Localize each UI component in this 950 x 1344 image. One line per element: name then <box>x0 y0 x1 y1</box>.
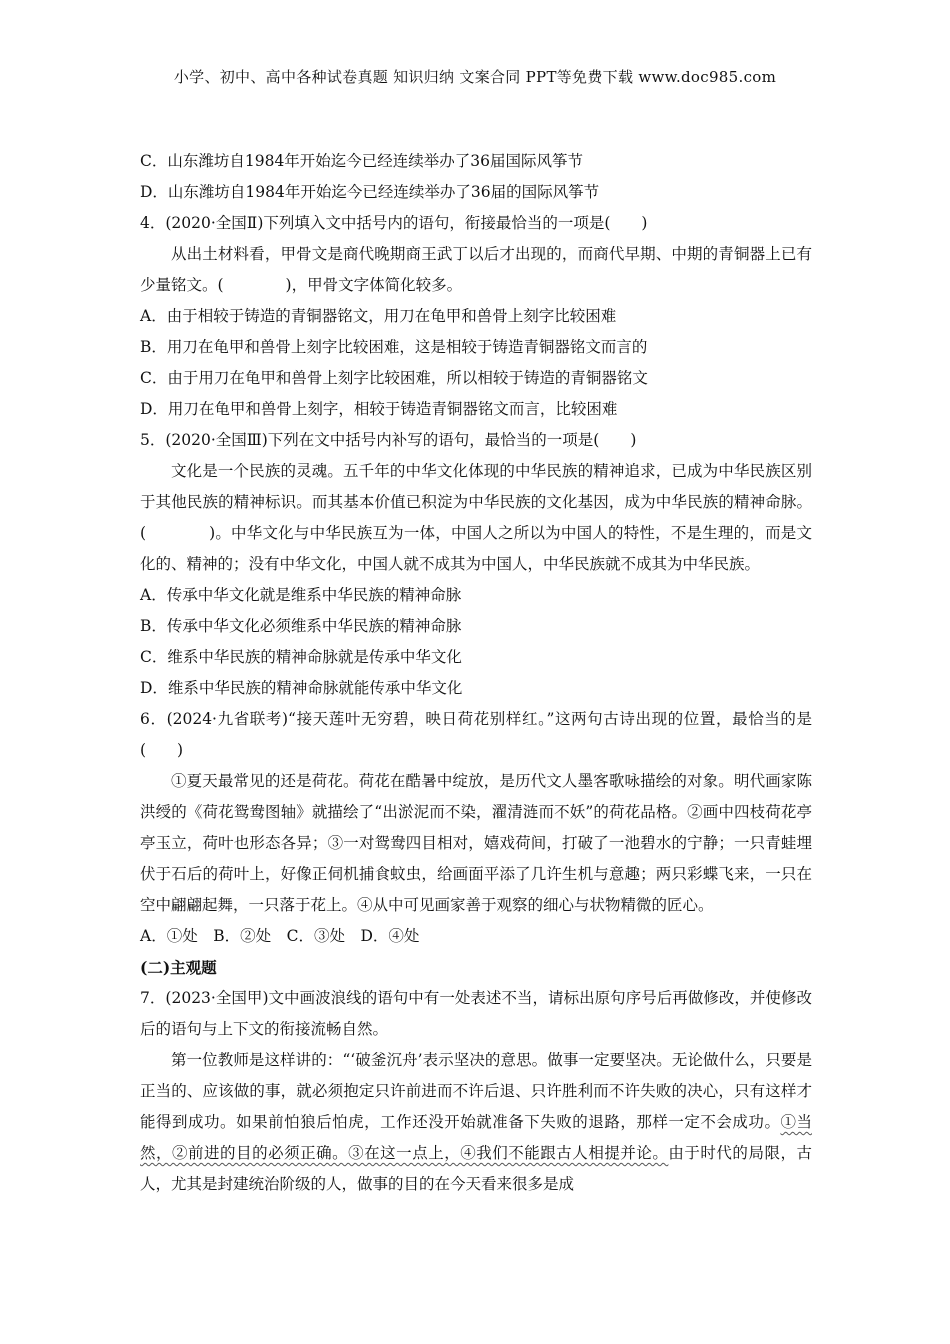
q3-option-d: D．山东潍坊自1984年开始迄今已经连续举办了36届的国际风筝节 <box>140 183 600 201</box>
section-subjective-title: (二)主观题 <box>140 958 217 977</box>
q3-option-c: C．山东潍坊自1984年开始迄今已经连续举办了36届国际风筝节 <box>140 152 584 170</box>
q7-passage <box>140 1045 812 1200</box>
q4-option-d: D．用刀在龟甲和兽骨上刻字，相较于铸造青铜器铭文而言，比较困难 <box>140 400 618 418</box>
page-header: 小学、初中、高中各种试卷真题 知识归纳 文案合同 PPT等免费下载 www.doc985.com <box>173 68 777 86</box>
q7-passage-before: 第一位教师是这样讲的：“‘破釜沉舟’表示坚决的意思。做事一定要坚决。无论做什么，只要是正当的、应该做的事，就必须抱定只许前进而不许后退、只许胜利而不许失败的决心，只有这样才能得到成功。如果前怕狼后怕虎，工作还没开始就准备下失败的退路，那样一定不会成功。 <box>140 1051 812 1131</box>
document-body <box>140 146 812 1200</box>
q4-option-c: C．由于用刀在龟甲和兽骨上刻字比较困难，所以相较于铸造的青铜器铭文 <box>140 369 648 387</box>
q6-options: A．①处 B．②处 C．③处 D．④处 <box>140 927 420 945</box>
q4-stem: 4．(2020·全国Ⅱ)下列填入文中括号内的语句，衔接最恰当的一项是( ) <box>140 214 648 232</box>
q5-option-b: B．传承中华文化必须维系中华民族的精神命脉 <box>140 617 462 635</box>
q7-stem: 7．(2023·全国甲)文中画波浪线的语句中有一处表述不当，请标出原句序号后再做修改，并使修改后的语句与上下文的衔接流畅自然。 <box>140 989 812 1038</box>
q6-passage: ①夏天最常见的还是荷花。荷花在酷暑中绽放，是历代文人墨客歌咏描绘的对象。明代画家陈洪绶的《荷花鸳鸯图轴》就描绘了“出淤泥而不染，濯清涟而不妖”的荷花品格。②画中四枝荷花亭亭玉立，荷叶也形态各异；③一对鸳鸯四目相对，嬉戏荷间，打破了一池碧水的宁静；一只青蛙埋伏于石后的荷叶上，好像正伺机捕食蚊虫，给画面平添了几许生机与意趣；两只彩蝶飞来，一只在空中翩翩起舞，一只落于花上。④从中可见画家善于观察的细心与状物精微的匠心。 <box>140 772 812 914</box>
q5-option-c: C．维系中华民族的精神命脉就是传承中华文化 <box>140 648 462 666</box>
q5-option-a: A．传承中华文化就是维系中华民族的精神命脉 <box>140 586 462 604</box>
q5-option-d: D．维系中华民族的精神命脉就能传承中华文化 <box>140 679 463 697</box>
q4-option-a: A．由于相较于铸造的青铜器铭文，用刀在龟甲和兽骨上刻字比较困难 <box>140 307 617 325</box>
q5-stem: 5．(2020·全国Ⅲ)下列在文中括号内补写的语句，最恰当的一项是( ) <box>140 431 637 449</box>
q7-passage-after: 由于时代的局限，古人，尤其是封建统治阶级的人，做事的目的在今天看来很多是成 <box>140 1144 812 1193</box>
q4-passage: 从出土材料看，甲骨文是商代晚期商王武丁以后才出现的，而商代早期、中期的青铜器上已有少量铭文。( )，甲骨文字体简化较多。 <box>140 245 812 294</box>
q6-stem: 6．(2024·九省联考)“接天莲叶无穷碧，映日荷花别样红。”这两句古诗出现的位置，最恰当的是( ) <box>140 710 812 759</box>
q5-passage: 文化是一个民族的灵魂。五千年的中华文化体现的中华民族的精神追求，已成为中华民族区别于其他民族的精神标识。而其基本价值已积淀为中华民族的文化基因，成为中华民族的精神命脉。( )。中华文化与中华民族互为一体，中国人之所以为中国人的特性，不是生理的，而是文化的、精神的；没有中华文化，中国人就不成其为中国人，中华民族就不成其为中华民族。 <box>140 462 812 573</box>
q4-option-b: B．用刀在龟甲和兽骨上刻字比较困难，这是相较于铸造青铜器铭文而言的 <box>140 338 648 356</box>
q7-passage-wavy: ①当然，②前进的目的必须正确。③在这一点上，④我们不能跟古人相提并论。 <box>140 1113 812 1162</box>
